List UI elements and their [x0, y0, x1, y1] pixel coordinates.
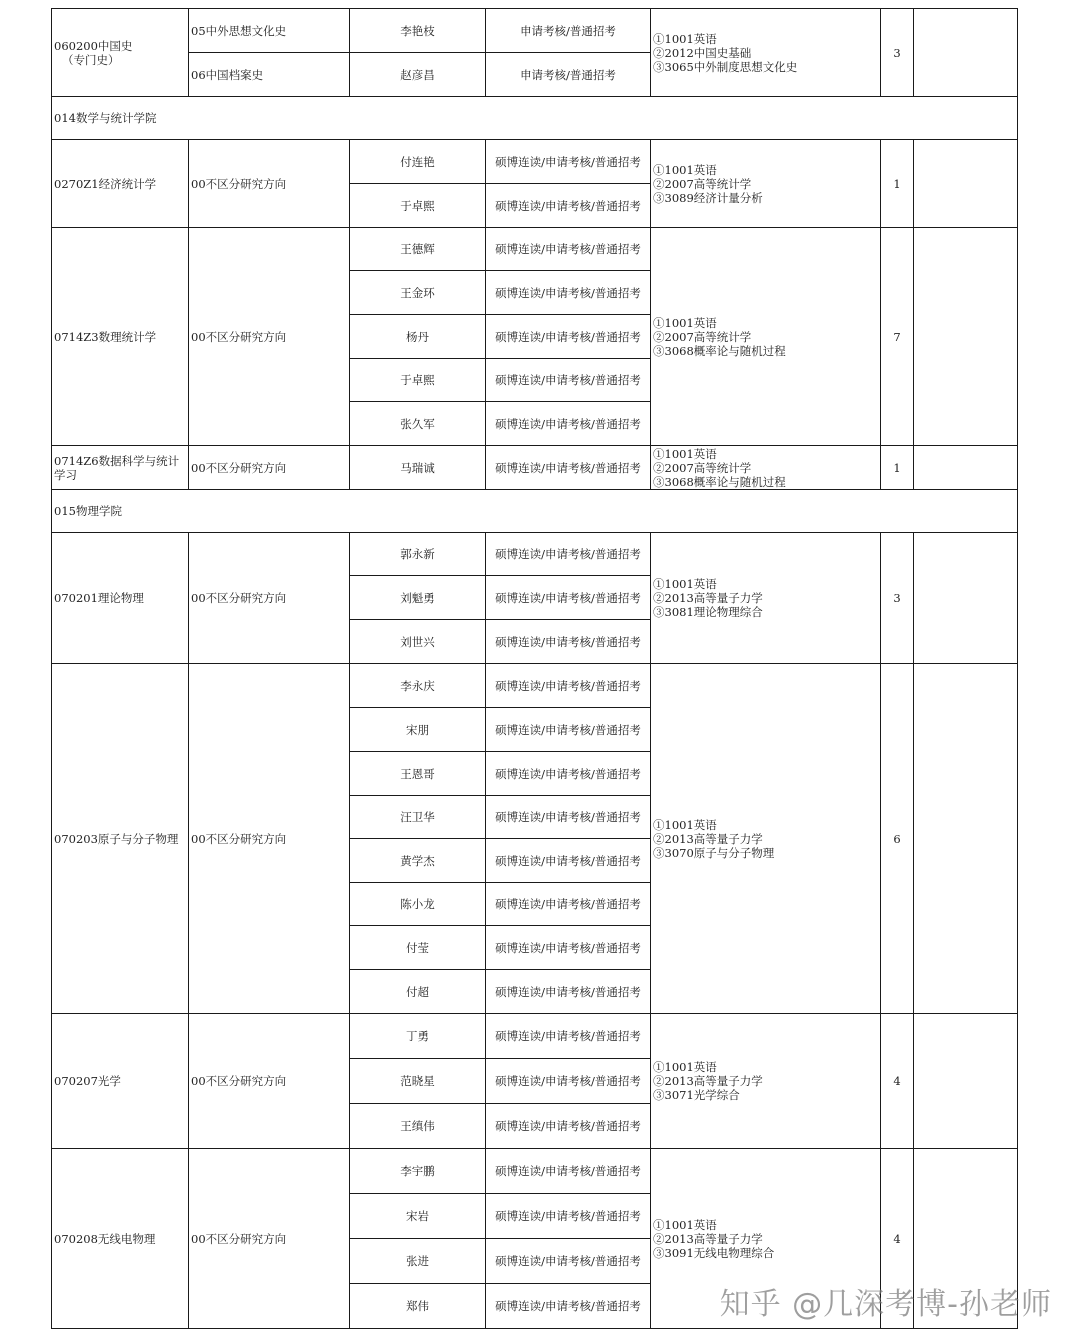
watermark: 知乎 @几深考博-孙老师	[719, 1287, 1052, 1322]
exam-subject: ③3091无线电物理综合	[653, 1245, 775, 1260]
supervisor-cell: 王德辉	[350, 228, 486, 271]
remarks-cell	[914, 664, 1018, 1014]
exam-subjects-cell	[651, 533, 881, 664]
quota-cell: 3	[881, 533, 914, 664]
admission-method-cell: 硕博连读/申请考核/普通招考	[486, 1194, 651, 1239]
section-row	[52, 490, 1018, 533]
supervisor-cell: 李宇鹏	[350, 1149, 486, 1194]
admission-method-cell: 硕博连读/申请考核/普通招考	[486, 1014, 651, 1059]
admission-method-cell: 硕博连读/申请考核/普通招考	[486, 752, 651, 796]
remarks-cell	[914, 1014, 1018, 1149]
admission-method-cell: 硕博连读/申请考核/普通招考	[486, 1239, 651, 1284]
quota-cell: 4	[881, 1149, 914, 1329]
supervisor-cell: 于卓熙	[350, 184, 486, 228]
remarks-cell	[914, 228, 1018, 446]
table-row	[52, 664, 1018, 708]
direction-cell: 06中国档案史	[189, 53, 350, 97]
exam-subject: ①1001英语	[653, 315, 717, 330]
admission-method-cell: 硕博连读/申请考核/普通招考	[486, 796, 651, 839]
admission-method-cell: 硕博连读/申请考核/普通招考	[486, 315, 651, 359]
supervisor-cell: 汪卫华	[350, 796, 486, 839]
exam-subject: ③3065中外制度思想文化史	[653, 59, 798, 74]
section-row	[52, 97, 1018, 140]
admission-method-cell: 硕博连读/申请考核/普通招考	[486, 533, 651, 576]
exam-subject: ③3071光学综合	[653, 1088, 740, 1102]
admission-method-cell: 硕博连读/申请考核/普通招考	[486, 140, 651, 184]
exam-subject: ③3089经济计量分析	[653, 190, 763, 205]
exam-subject: ②2013高等量子力学	[653, 1074, 763, 1088]
table-row	[52, 1014, 1018, 1059]
quota-cell: 6	[881, 664, 914, 1014]
supervisor-cell: 刘世兴	[350, 620, 486, 664]
major-cell	[52, 664, 189, 1014]
direction-cell: 00不区分研究方向	[189, 140, 350, 228]
major-note: （专门史）	[62, 52, 120, 67]
admission-method-cell: 申请考核/普通招考	[486, 9, 651, 53]
admission-method-cell: 申请考核/普通招考	[486, 53, 651, 97]
exam-subjects-cell	[651, 228, 881, 446]
direction-cell: 00不区分研究方向	[189, 533, 350, 664]
supervisor-cell: 黄学杰	[350, 839, 486, 883]
exam-subject: ②2007高等统计学	[653, 329, 752, 344]
exam-subjects-cell	[651, 446, 881, 490]
table-row	[52, 446, 1018, 490]
supervisor-cell: 赵彦昌	[350, 53, 486, 97]
exam-subject: ③3081理论物理综合	[653, 605, 763, 619]
major-cell	[52, 1014, 189, 1149]
supervisor-cell: 郑伟	[350, 1284, 486, 1329]
admission-method-cell: 硕博连读/申请考核/普通招考	[486, 620, 651, 664]
admission-method-cell: 硕博连读/申请考核/普通招考	[486, 708, 651, 752]
supervisor-cell: 王金环	[350, 271, 486, 315]
admission-method-cell: 硕博连读/申请考核/普通招考	[486, 839, 651, 883]
admission-method-cell: 硕博连读/申请考核/普通招考	[486, 1284, 651, 1329]
major-cell	[52, 228, 189, 446]
major-name: 070207光学	[54, 1074, 121, 1088]
quota-cell: 1	[881, 140, 914, 228]
major-name: 060200中国史	[54, 38, 133, 53]
supervisor-cell: 付超	[350, 970, 486, 1014]
exam-subjects-cell	[651, 664, 881, 1014]
supervisor-cell: 张久军	[350, 402, 486, 446]
exam-subject: ②2007高等统计学	[653, 176, 752, 191]
supervisor-cell: 王恩哥	[350, 752, 486, 796]
admission-method-cell: 硕博连读/申请考核/普通招考	[486, 402, 651, 446]
exam-subject: ①1001英语	[653, 1217, 717, 1232]
exam-subject: ③3068概率论与随机过程	[653, 474, 786, 489]
table-row	[52, 533, 1018, 576]
admission-method-cell: 硕博连读/申请考核/普通招考	[486, 359, 651, 402]
quota-cell: 7	[881, 228, 914, 446]
major-cell	[52, 533, 189, 664]
supervisor-cell: 李永庆	[350, 664, 486, 708]
exam-subject: ①1001英语	[653, 446, 717, 461]
admission-method-cell: 硕博连读/申请考核/普通招考	[486, 446, 651, 490]
section-title: 014数学与统计学院	[52, 97, 1018, 140]
admission-method-cell: 硕博连读/申请考核/普通招考	[486, 664, 651, 708]
major-cell	[52, 446, 189, 490]
major-name: 070201理论物理	[54, 591, 144, 605]
remarks-cell	[914, 533, 1018, 664]
supervisor-cell: 宋岩	[350, 1194, 486, 1239]
supervisor-cell: 付莹	[350, 926, 486, 970]
major-cell	[52, 140, 189, 228]
remarks-cell	[914, 140, 1018, 228]
exam-subject: ①1001英语	[653, 31, 717, 46]
exam-subjects-cell	[651, 1014, 881, 1149]
table-row	[52, 140, 1018, 184]
major-name: 0714Z3数理统计学	[54, 329, 157, 344]
admission-method-cell: 硕博连读/申请考核/普通招考	[486, 271, 651, 315]
exam-subject: ①1001英语	[653, 162, 717, 177]
exam-subject: ②2012中国史基础	[653, 45, 752, 60]
quota-cell: 4	[881, 1014, 914, 1149]
supervisor-cell: 张进	[350, 1239, 486, 1284]
exam-subject: ②2007高等统计学	[653, 460, 752, 475]
exam-subjects-cell	[651, 9, 881, 97]
exam-subject: ②2013高等量子力学	[653, 831, 763, 846]
major-cell	[52, 9, 189, 97]
remarks-cell	[914, 446, 1018, 490]
major-name: 0270Z1经济统计学	[54, 176, 157, 191]
admission-method-cell: 硕博连读/申请考核/普通招考	[486, 1104, 651, 1149]
exam-subject: ③3070原子与分子物理	[653, 845, 775, 860]
quota-cell: 1	[881, 446, 914, 490]
admission-method-cell: 硕博连读/申请考核/普通招考	[486, 883, 651, 926]
table-row	[52, 1149, 1018, 1194]
major-name: 0714Z6数据科学与统计学习	[54, 453, 180, 482]
supervisor-cell: 郭永新	[350, 533, 486, 576]
direction-cell: 00不区分研究方向	[189, 1149, 350, 1329]
supervisor-cell: 刘魁勇	[350, 576, 486, 620]
supervisor-cell: 李艳枝	[350, 9, 486, 53]
supervisor-cell: 马瑞诚	[350, 446, 486, 490]
direction-cell: 00不区分研究方向	[189, 228, 350, 446]
supervisor-cell: 宋朋	[350, 708, 486, 752]
admission-method-cell: 硕博连读/申请考核/普通招考	[486, 576, 651, 620]
admission-method-cell: 硕博连读/申请考核/普通招考	[486, 1059, 651, 1104]
remarks-cell	[914, 9, 1018, 97]
quota-cell: 3	[881, 9, 914, 97]
supervisor-cell: 付连艳	[350, 140, 486, 184]
major-name: 070203原子与分子物理	[54, 831, 179, 846]
exam-subject: ①1001英语	[653, 817, 717, 832]
section-title: 015物理学院	[52, 490, 1018, 533]
supervisor-cell: 范晓星	[350, 1059, 486, 1104]
major-cell	[52, 1149, 189, 1329]
supervisor-cell: 于卓熙	[350, 359, 486, 402]
direction-cell: 00不区分研究方向	[189, 1014, 350, 1149]
exam-subject: ①1001英语	[653, 1060, 717, 1074]
supervisor-cell: 杨丹	[350, 315, 486, 359]
major-name: 070208无线电物理	[54, 1231, 156, 1246]
exam-subject: ②2013高等量子力学	[653, 591, 763, 605]
supervisor-cell: 丁勇	[350, 1014, 486, 1059]
admission-method-cell: 硕博连读/申请考核/普通招考	[486, 926, 651, 970]
admissions-table	[51, 8, 1018, 1329]
exam-subject: ②2013高等量子力学	[653, 1231, 763, 1246]
admission-method-cell: 硕博连读/申请考核/普通招考	[486, 184, 651, 228]
admission-method-cell: 硕博连读/申请考核/普通招考	[486, 1149, 651, 1194]
exam-subject: ①1001英语	[653, 577, 717, 591]
supervisor-cell: 王缜伟	[350, 1104, 486, 1149]
supervisor-cell: 陈小龙	[350, 883, 486, 926]
direction-cell: 05中外思想文化史	[189, 9, 350, 53]
admission-method-cell: 硕博连读/申请考核/普通招考	[486, 228, 651, 271]
table-body	[52, 9, 1018, 1329]
table-row	[52, 228, 1018, 271]
admission-method-cell: 硕博连读/申请考核/普通招考	[486, 970, 651, 1014]
exam-subject: ③3068概率论与随机过程	[653, 343, 786, 358]
table-row	[52, 9, 1018, 53]
direction-cell: 00不区分研究方向	[189, 664, 350, 1014]
exam-subjects-cell	[651, 140, 881, 228]
direction-cell: 00不区分研究方向	[189, 446, 350, 490]
